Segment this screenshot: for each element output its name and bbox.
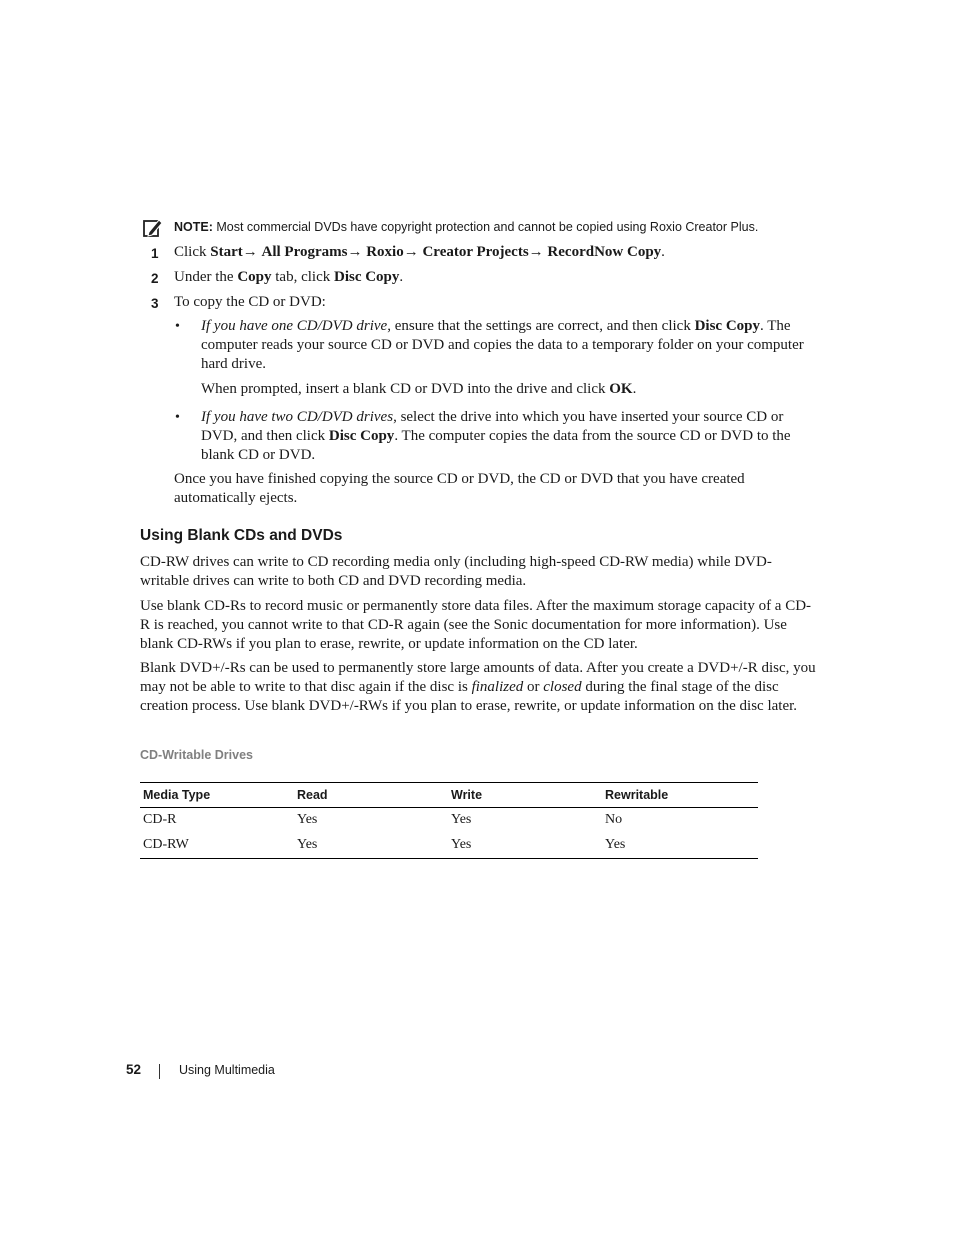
bullet-text: , ensure that the settings are correct, and then click: [387, 318, 695, 334]
menu-recordnow-copy: RecordNow Copy: [547, 244, 662, 260]
menu-all-programs: All Programs: [261, 244, 348, 260]
cd-writable-drives-table: [140, 782, 758, 859]
table-cell: Yes: [448, 833, 602, 859]
disc-copy-label: Disc Copy: [328, 428, 395, 444]
step-number: 3: [151, 296, 159, 311]
bullet-text: . The computer reads your source CD or DVD and copies the data to a temporary folder on your computer hard drive.: [201, 318, 804, 372]
table-row: [140, 808, 758, 834]
bullet-dot: •: [175, 410, 180, 425]
menu-roxio: Roxio: [366, 244, 404, 260]
bullet-dot: •: [175, 319, 180, 334]
step-text: To copy the CD or DVD:: [174, 294, 326, 310]
step-number: 1: [151, 246, 159, 261]
bullet-italic: If you have one CD/DVD drive: [201, 318, 388, 334]
italic-term: closed: [543, 679, 582, 695]
table-cell: Yes: [602, 833, 758, 859]
note-text: Most commercial DVDs have copyright protection and cannot be copied using Roxio Creator Plus.: [216, 220, 759, 234]
note-label: NOTE:: [174, 220, 213, 234]
ok-label: OK: [609, 381, 633, 397]
after-steps-paragraph: Once you have finished copying the source CD or DVD, the CD or DVD that you have created automatically ejects.: [174, 471, 745, 506]
step-1: [0, 243, 954, 263]
arrow: →: [347, 244, 363, 260]
column-header: Rewritable: [602, 783, 758, 808]
section-heading: Using Blank CDs and DVDs: [140, 527, 343, 544]
table-cell: CD-RW: [140, 833, 294, 859]
bullet-text: . The computer copies the data from the source CD or DVD to the blank CD or DVD.: [201, 428, 791, 463]
arrow: →: [242, 244, 258, 260]
column-header: Media Type: [140, 783, 294, 808]
table-caption: CD-Writable Drives: [140, 748, 253, 762]
punctuation: .: [399, 269, 404, 285]
table-header-row: [140, 783, 758, 808]
bullet-item-1: [0, 317, 954, 377]
copy-tab-label: Copy: [237, 269, 272, 285]
bullet-text: , select the drive into which you have inserted your source CD or DVD, and then click: [201, 409, 784, 444]
italic-term: finalized: [471, 679, 524, 695]
menu-start: Start: [210, 244, 243, 260]
disc-copy-label: Disc Copy: [333, 269, 400, 285]
bullet-followup: [201, 380, 636, 399]
page-number: 52: [126, 1062, 142, 1077]
disc-copy-label: Disc Copy: [694, 318, 761, 334]
paragraph-3: [140, 659, 816, 716]
followup-text: When prompted, insert a blank CD or DVD into the drive and click: [201, 381, 610, 397]
arrow: →: [528, 244, 544, 260]
step-text: Click: [174, 244, 211, 260]
paragraph-text: Blank DVD+/-Rs can be used to permanently store large amounts of data. After you create a DVD+/-R disc, you may not be able to write to that disc again if the disc is: [140, 660, 816, 695]
step-number: 2: [151, 271, 159, 286]
punctuation: .: [661, 244, 665, 260]
table-cell: CD-R: [143, 811, 177, 827]
table-cell: Yes: [451, 811, 472, 827]
menu-creator-projects: Creator Projects: [422, 244, 529, 260]
chapter-title: Using Multimedia: [179, 1063, 275, 1077]
punctuation: .: [632, 381, 637, 397]
table-cell: No: [605, 811, 623, 827]
arrow: →: [403, 244, 419, 260]
paragraph-2: Use blank CD-Rs to record music or permanently store data files. After the maximum storage capacity of a CD-R is reached, you cannot write to that CD-R again (see the Sonic documentation for more information). Use blank CD-RWs if you plan to erase, rewrite, or update information on the CD later.: [140, 598, 812, 652]
step-2: [0, 268, 954, 288]
step-text: tab, click: [271, 269, 334, 285]
paragraph-text: during the final stage of the disc creation process. Use blank DVD+/-RWs if you plan to erase, rewrite, or update information on the disc later.: [140, 679, 798, 714]
bullet-italic: If you have two CD/DVD drives: [201, 409, 394, 425]
column-header: Read: [294, 783, 448, 808]
paragraph-1: CD-RW drives can write to CD recording media only (including high-speed CD-RW media) while DVD-writable drives can write to both CD and DVD recording media.: [140, 554, 772, 589]
column-header: Write: [448, 783, 602, 808]
pencil-note-icon: [143, 218, 163, 238]
bullet-item-2: [0, 408, 954, 468]
step-3: [0, 293, 954, 313]
step-text: Under the: [174, 269, 238, 285]
table-row: [140, 833, 758, 859]
table-cell: Yes: [297, 811, 318, 827]
footer-separator: [159, 1064, 160, 1079]
table-cell: Yes: [294, 833, 448, 859]
paragraph-text: or: [523, 679, 544, 695]
